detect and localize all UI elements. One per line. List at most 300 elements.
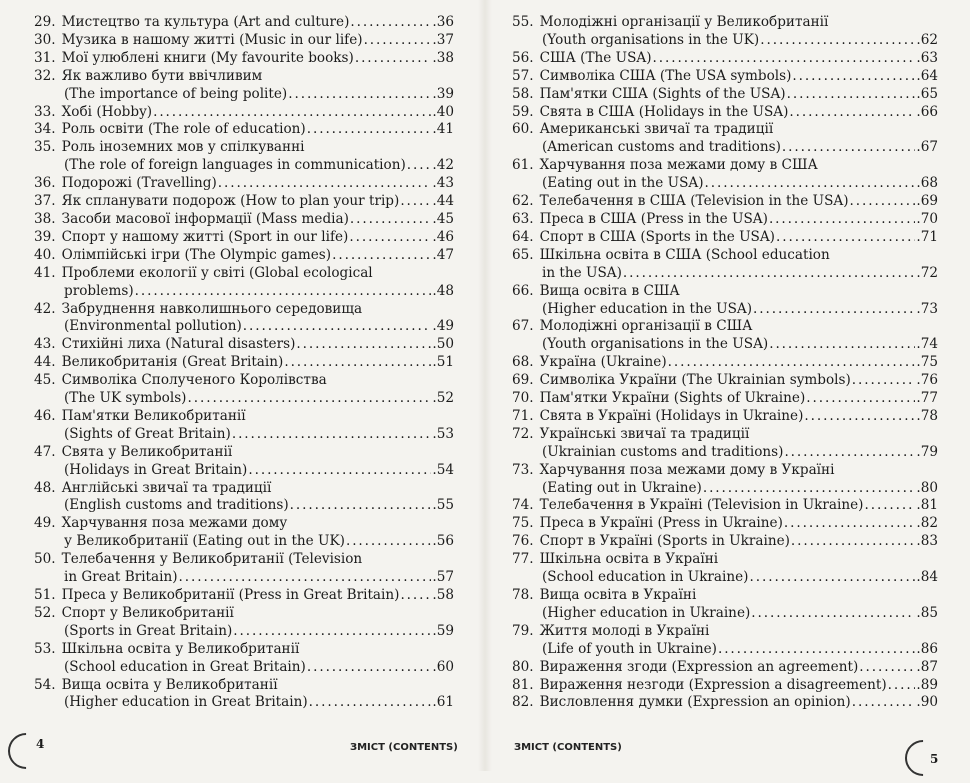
dot-leader <box>400 587 431 605</box>
toc-entry-title: Шкільна освіта в Україні <box>539 551 719 568</box>
toc-entry-title: Свята в Україні (Holidays in Ukraine) <box>539 407 804 424</box>
toc-entry <box>512 551 938 587</box>
toc-page-number: .38 <box>432 49 454 66</box>
toc-entry-title: Спорт у нашому житті (Sport in our life) <box>61 228 349 245</box>
dot-leader <box>782 139 915 157</box>
dot-leader <box>350 14 431 32</box>
toc-entry-title: Хобі (Hobby) <box>61 103 153 120</box>
toc-entry-number: 57. <box>512 67 534 84</box>
toc-entry-title: Вираження згоди (Expression an agreement) <box>539 658 859 675</box>
toc-entry-number: 44. <box>34 354 56 371</box>
toc-page-number: .48 <box>432 282 454 299</box>
toc-entry-title: (American customs and traditions) <box>542 139 781 156</box>
toc-entry-title: Стихійні лиха (Natural disasters) <box>61 336 296 353</box>
toc-entry-number: 52. <box>34 604 56 621</box>
toc-entry <box>34 551 454 587</box>
page-corner-ornament-left <box>1 726 52 777</box>
toc-entry <box>34 265 454 301</box>
toc-entry-number: 58. <box>512 85 534 102</box>
toc-entry-number: 34. <box>34 121 56 138</box>
toc-page-number: .74 <box>916 336 938 353</box>
dot-leader <box>179 569 432 587</box>
dot-leader <box>703 480 916 498</box>
dot-leader <box>364 32 432 50</box>
toc-entry-number: 36. <box>34 175 56 192</box>
toc-page-number: .84 <box>916 569 938 586</box>
toc-page-number: .85 <box>916 604 938 621</box>
dot-leader <box>792 68 915 86</box>
toc-entry <box>34 139 454 175</box>
toc-entry-title: Молодіжні організації в США <box>539 318 753 335</box>
toc-page-number: .42 <box>432 157 454 174</box>
toc-entry-title: Шкільна освіта в США (School education <box>539 246 830 263</box>
toc-entry-number: 63. <box>512 210 534 227</box>
toc-entry <box>512 694 938 712</box>
dot-leader <box>705 175 916 193</box>
page-number-left: 4 <box>36 737 45 751</box>
toc-entry-title: Засоби масової інформації (Mass media) <box>61 210 349 227</box>
toc-entry <box>34 247 454 265</box>
dot-leader <box>718 641 915 659</box>
toc-entry-title: Телебачення в Україні (Television in Ukraine) <box>539 497 864 514</box>
toc-entry-title: Харчування поза межами дому в США <box>539 157 818 174</box>
toc-entry <box>512 318 938 354</box>
toc-entry <box>34 229 454 247</box>
dot-leader <box>307 659 432 677</box>
toc-entry <box>512 390 938 408</box>
dot-leader <box>751 605 915 623</box>
toc-entry <box>512 229 938 247</box>
toc-page-number: .37 <box>432 31 454 48</box>
toc-page-number: .70 <box>916 210 938 227</box>
toc-entry-number: 29. <box>34 14 56 30</box>
toc-entry <box>512 623 938 659</box>
dot-leader <box>806 390 915 408</box>
dot-leader <box>296 336 431 354</box>
toc-entry <box>512 533 938 551</box>
toc-page-number: .78 <box>916 407 938 424</box>
toc-page-number: .66 <box>916 103 938 120</box>
toc-entry-title: Пам'ятки України (Sights of Ukraine) <box>539 390 806 407</box>
dot-leader <box>784 515 915 533</box>
toc-entry-number: 46. <box>34 407 56 424</box>
toc-entry <box>34 408 454 444</box>
toc-entry-title: Олімпійські ігри (The Olympic games) <box>61 246 332 263</box>
toc-page-number: .41 <box>432 121 454 138</box>
toc-page-number: .73 <box>916 300 938 317</box>
toc-entry <box>512 14 938 50</box>
toc-page-number: .89 <box>916 676 938 693</box>
toc-page-number: .65 <box>916 85 938 102</box>
toc-entry-number: 59. <box>512 103 534 120</box>
toc-entry-number: 79. <box>512 622 534 639</box>
toc-entry-title: (Ukrainian customs and traditions) <box>542 443 784 460</box>
toc-entry <box>512 462 938 498</box>
toc-page-number: .49 <box>432 318 454 335</box>
toc-entry-number: 30. <box>34 31 56 48</box>
toc-entry-title: Преса в США (Press in the USA) <box>539 210 768 227</box>
toc-page-number: .39 <box>432 85 454 102</box>
toc-page-number: .55 <box>432 497 454 514</box>
toc-entry-title: (The role of foreign languages in communication) <box>64 157 406 174</box>
toc-entry <box>34 193 454 211</box>
toc-page-number: .80 <box>916 479 938 496</box>
toc-entry-number: 33. <box>34 103 56 120</box>
toc-entry-title: Молодіжні організації у Великобританії <box>539 14 829 30</box>
dot-leader <box>407 157 432 175</box>
toc-entry-title: Американські звичаї та традиції <box>539 121 774 138</box>
toc-entry-number: 38. <box>34 210 56 227</box>
toc-entry-title: Пам'ятки США (Sights of the USA) <box>539 85 786 102</box>
toc-entry-number: 37. <box>34 193 56 210</box>
toc-page-number: .76 <box>916 372 938 389</box>
toc-page-number: .40 <box>432 103 454 120</box>
toc-entry-number: 56. <box>512 49 534 66</box>
toc-entry <box>512 372 938 390</box>
toc-page-number: .81 <box>916 497 938 514</box>
toc-entry-number: 31. <box>34 49 56 66</box>
toc-page-number: .79 <box>916 443 938 460</box>
dot-leader <box>350 211 431 229</box>
toc-entry <box>34 605 454 641</box>
toc-entry-number: 68. <box>512 354 534 371</box>
toc-entry-number: 49. <box>34 515 56 532</box>
dot-leader <box>290 497 432 515</box>
toc-entry-number: 32. <box>34 67 56 84</box>
toc-entry-title: Висловлення думки (Expression an opinion) <box>539 694 851 711</box>
toc-page-number: .43 <box>432 175 454 192</box>
page-number-right: 5 <box>930 752 939 766</box>
toc-entry <box>34 301 454 337</box>
toc-entry-title: Преса у Великобританії (Press in Great Britain) <box>61 587 400 603</box>
toc-entry-title: (Holidays in Great Britain) <box>64 461 248 478</box>
toc-entry-number: 77. <box>512 551 534 568</box>
toc-entry-number: 61. <box>512 157 534 174</box>
toc-entry-title: Телебачення у Великобританії (Television <box>61 551 363 568</box>
toc-entry-title: (School education in Great Britain) <box>64 658 306 675</box>
dot-leader <box>233 623 431 641</box>
dot-leader <box>749 569 915 587</box>
toc-entry-number: 53. <box>34 640 56 657</box>
page-corner-ornament-right <box>898 733 949 783</box>
toc-page-number: .56 <box>432 533 454 550</box>
dot-leader <box>332 247 431 265</box>
toc-page-number: .51 <box>432 354 454 371</box>
dot-leader <box>153 104 431 122</box>
dot-leader <box>668 354 916 372</box>
toc-entry <box>34 104 454 122</box>
toc-entry-title: Роль іноземних мов у спілкуванні <box>61 139 305 156</box>
toc-entry-title: Музика в нашому житті (Music in our life) <box>61 31 363 48</box>
toc-entry-number: 64. <box>512 228 534 245</box>
toc-entry-number: 39. <box>34 228 56 245</box>
toc-entry-title: (School education in Ukraine) <box>542 569 749 586</box>
toc-entry-title: Вираження незгоди (Expression a disagreement) <box>539 676 887 693</box>
toc-page-number: .53 <box>432 425 454 442</box>
toc-entry-title: Мистецтво та культура (Art and culture) <box>61 14 350 30</box>
dot-leader <box>753 301 915 319</box>
toc-page-number: .47 <box>432 246 454 263</box>
toc-entry-number: 81. <box>512 676 534 693</box>
toc-entry <box>512 408 938 426</box>
toc-entry-number: 55. <box>512 14 534 30</box>
toc-entry-title: Проблеми екології у світі (Global ecological <box>61 264 373 281</box>
toc-entry <box>512 283 938 319</box>
toc-entry <box>34 121 454 139</box>
toc-entry <box>512 68 938 86</box>
toc-entry-title: (The importance of being polite) <box>64 85 288 102</box>
toc-entry-number: 75. <box>512 515 534 532</box>
toc-entry-title: (Youth organisations in the USA) <box>542 336 769 353</box>
toc-entry-title: Спорт у Великобританії <box>61 604 234 621</box>
toc-entry <box>512 659 938 677</box>
toc-entry-title: Преса в Україні (Press in Ukraine) <box>539 515 783 532</box>
dot-leader <box>243 318 432 336</box>
toc-page-number: .82 <box>916 515 938 532</box>
toc-entry-title: США (The USA) <box>539 49 652 66</box>
book-gutter <box>478 0 492 771</box>
toc-entry-title: (Higher education in Great Britain) <box>64 694 308 711</box>
toc-entry-number: 42. <box>34 300 56 317</box>
toc-entry-title: Україна (Ukraine) <box>539 354 667 371</box>
toc-right-page <box>512 14 938 712</box>
toc-entry <box>34 175 454 193</box>
toc-page-number: .44 <box>432 193 454 210</box>
toc-page-number: .90 <box>916 694 938 711</box>
toc-entry-number: 66. <box>512 282 534 299</box>
toc-entry-number: 47. <box>34 443 56 460</box>
toc-entry-title: Символіка США (The USA symbols) <box>539 67 792 84</box>
toc-entry-number: 69. <box>512 372 534 389</box>
dot-leader <box>787 86 916 104</box>
toc-entry-title: (Eating out in Ukraine) <box>542 479 702 496</box>
toc-entry <box>512 157 938 193</box>
toc-entry-number: 72. <box>512 425 534 442</box>
toc-entry-title: Українські звичаї та традиції <box>539 425 750 442</box>
toc-entry-title: Свята у Великобританії <box>61 443 233 460</box>
toc-entry-title: Вища освіта в Україні <box>539 587 697 603</box>
toc-entry <box>512 211 938 229</box>
toc-entry <box>34 677 454 713</box>
toc-entry-title: (The UK symbols) <box>64 390 187 407</box>
footer-left: ЗМІСТ (CONTENTS) <box>350 742 458 753</box>
dot-leader <box>349 229 431 247</box>
dot-leader <box>852 694 916 712</box>
toc-entry-title: Подорожі (Travelling) <box>61 175 217 192</box>
toc-entry-number: 78. <box>512 587 534 603</box>
toc-entry <box>34 444 454 480</box>
toc-entry-number: 71. <box>512 407 534 424</box>
toc-entry-title: Пам'ятки Великобританії <box>61 407 246 424</box>
dot-leader <box>284 354 431 372</box>
toc-entry-title: Роль освіти (The role of education) <box>61 121 306 138</box>
toc-entry <box>512 515 938 533</box>
dot-leader <box>288 86 431 104</box>
toc-page-number: .69 <box>916 193 938 210</box>
toc-entry-number: 70. <box>512 390 534 407</box>
toc-entry-title: (Sights of Great Britain) <box>64 425 231 442</box>
toc-entry-title: (English customs and traditions) <box>64 497 289 514</box>
toc-entry <box>512 193 938 211</box>
toc-entry-title: Свята в США (Holidays in the USA) <box>539 103 789 120</box>
toc-entry-title: in the USA) <box>542 264 622 281</box>
dot-leader <box>309 694 432 712</box>
toc-page-number: .62 <box>916 31 938 48</box>
toc-page-number: .58 <box>432 587 454 603</box>
toc-entry <box>512 677 938 695</box>
dot-leader <box>346 533 431 551</box>
toc-entry <box>512 121 938 157</box>
toc-entry-title: (Life of youth in Ukraine) <box>542 640 717 657</box>
toc-entry-title: Спорт в Україні (Sports in Ukraine) <box>539 533 790 550</box>
toc-page-number: .83 <box>916 533 938 550</box>
toc-page-number: .68 <box>916 175 938 192</box>
toc-entry-title: Вища освіта в США <box>539 282 680 299</box>
toc-entry-number: 74. <box>512 497 534 514</box>
footer-right: ЗМІСТ (CONTENTS) <box>514 742 622 753</box>
toc-entry-title: Телебачення в США (Television in the USA) <box>539 193 849 210</box>
toc-page-number: .52 <box>432 390 454 407</box>
toc-entry-title: (Youth organisations in the UK) <box>542 31 760 48</box>
toc-entry-number: 65. <box>512 246 534 263</box>
toc-entry <box>34 641 454 677</box>
toc-entry <box>34 211 454 229</box>
toc-entry <box>512 104 938 122</box>
toc-entry-title: Вища освіта у Великобританії <box>61 676 278 693</box>
toc-entry-title: Як важливо бути ввічливим <box>61 67 263 84</box>
dot-leader <box>400 193 431 211</box>
dot-leader <box>784 444 915 462</box>
toc-page-number: .61 <box>432 694 454 711</box>
toc-entry-number: 45. <box>34 372 56 389</box>
toc-entry-number: 62. <box>512 193 534 210</box>
toc-entry-number: 82. <box>512 694 534 711</box>
dot-leader <box>623 265 915 283</box>
toc-entry <box>512 86 938 104</box>
dot-leader <box>888 677 916 695</box>
toc-page-number: .46 <box>432 228 454 245</box>
toc-entry-title: (Eating out in the USA) <box>542 175 704 192</box>
dot-leader <box>135 283 432 301</box>
toc-entry-title: Англійські звичаї та традиції <box>61 479 272 496</box>
toc-entry-title: Харчування поза межами дому <box>61 515 288 532</box>
toc-entry-title: Харчування поза межами дому в Україні <box>539 461 835 478</box>
toc-entry-title: (Sports in Great Britain) <box>64 622 233 639</box>
toc-page-number: .64 <box>916 67 938 84</box>
toc-entry-number: 48. <box>34 479 56 496</box>
toc-entry-number: 67. <box>512 318 534 335</box>
toc-entry-title: Символіка України (The Ukrainian symbols) <box>539 372 851 389</box>
dot-leader <box>804 408 915 426</box>
dot-leader <box>760 32 915 50</box>
toc-page-number: .45 <box>432 210 454 227</box>
toc-entry-title: (Environmental pollution) <box>64 318 242 335</box>
toc-entry <box>34 68 454 104</box>
toc-entry-title: Мої улюблені книги (My favourite books) <box>61 49 354 66</box>
toc-entry <box>34 480 454 516</box>
dot-leader <box>776 229 915 247</box>
toc-entry <box>512 497 938 515</box>
toc-entry <box>34 50 454 68</box>
toc-entry-title: (Higher education in Ukraine) <box>542 604 751 621</box>
toc-entry <box>34 336 454 354</box>
toc-page-number: .67 <box>916 139 938 156</box>
toc-entry <box>34 14 454 32</box>
toc-entry <box>512 587 938 623</box>
dot-leader <box>850 193 916 211</box>
dot-leader <box>187 390 431 408</box>
dot-leader <box>769 336 915 354</box>
toc-page-number: .59 <box>432 622 454 639</box>
toc-entry-title: (Higher education in the USA) <box>542 300 753 317</box>
toc-entry-number: 35. <box>34 139 56 156</box>
toc-entry-title: in Great Britain) <box>64 569 178 586</box>
toc-entry-number: 80. <box>512 658 534 675</box>
dot-leader <box>218 175 432 193</box>
toc-entry <box>34 32 454 50</box>
dot-leader <box>248 462 431 480</box>
toc-page-number: .72 <box>916 264 938 281</box>
toc-page-number: .87 <box>916 658 938 675</box>
toc-entry <box>512 50 938 68</box>
toc-entry <box>512 426 938 462</box>
toc-page-number: .60 <box>432 658 454 675</box>
toc-entry-number: 40. <box>34 246 56 263</box>
toc-entry-title: Спорт в США (Sports in the USA) <box>539 228 775 245</box>
dot-leader <box>232 426 432 444</box>
toc-entry <box>34 587 454 605</box>
toc-page-number: .63 <box>916 49 938 66</box>
toc-entry-title: Великобританія (Great Britain) <box>61 354 284 371</box>
dot-leader <box>653 50 916 68</box>
toc-page-number: .57 <box>432 569 454 586</box>
dot-leader <box>355 50 432 68</box>
toc-entry-title: Життя молоді в Україні <box>539 622 710 639</box>
toc-entry-title: Як спланувати подорож (How to plan your trip) <box>61 193 400 210</box>
toc-entry-number: 43. <box>34 336 56 353</box>
dot-leader <box>769 211 915 229</box>
toc-page-number: .71 <box>916 228 938 245</box>
toc-entry-title: Забруднення навколишнього середовища <box>61 300 363 317</box>
toc-left-page <box>34 14 454 712</box>
toc-page-number: .54 <box>432 461 454 478</box>
dot-leader <box>307 121 432 139</box>
toc-entry <box>512 354 938 372</box>
dot-leader <box>789 104 915 122</box>
toc-entry <box>34 515 454 551</box>
toc-entry-number: 76. <box>512 533 534 550</box>
dot-leader <box>859 659 915 677</box>
toc-entry-title: problems) <box>64 282 134 299</box>
dot-leader <box>791 533 915 551</box>
toc-entry-title: Символіка Сполученого Королівства <box>61 372 327 389</box>
toc-entry-number: 51. <box>34 587 56 603</box>
toc-entry-title: у Великобританії (Eating out in the UK) <box>64 533 345 550</box>
toc-entry <box>34 372 454 408</box>
toc-page-number: .77 <box>916 390 938 407</box>
toc-entry-number: 73. <box>512 461 534 478</box>
toc-page-number: .36 <box>432 14 454 30</box>
toc-page-number: .86 <box>916 640 938 657</box>
toc-page-number: .75 <box>916 354 938 371</box>
toc-entry <box>34 354 454 372</box>
toc-entry-number: 54. <box>34 676 56 693</box>
toc-page-number: .50 <box>432 336 454 353</box>
toc-entry-number: 60. <box>512 121 534 138</box>
toc-entry-number: 50. <box>34 551 56 568</box>
dot-leader <box>852 372 916 390</box>
dot-leader <box>864 497 915 515</box>
